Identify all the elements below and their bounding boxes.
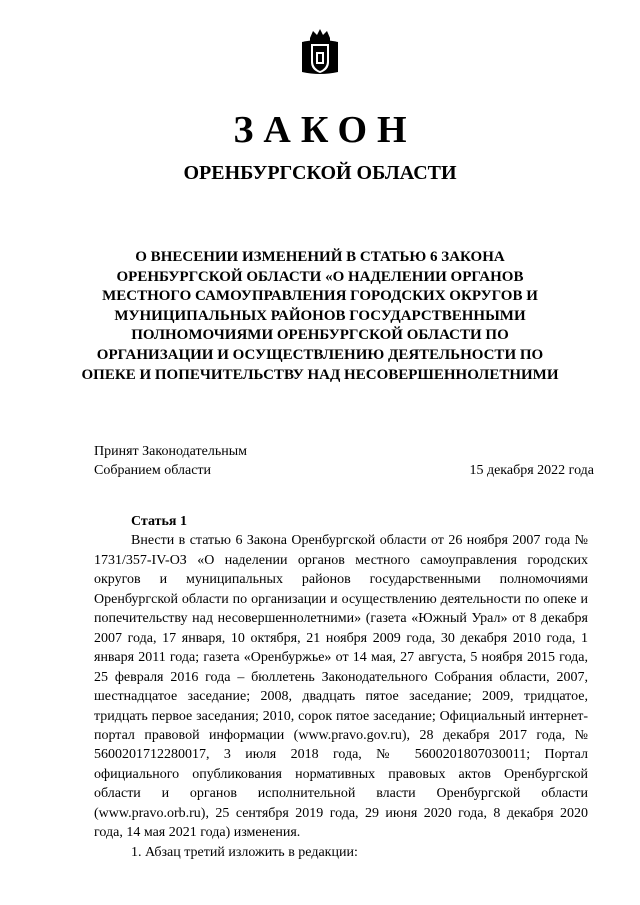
law-region: ОРЕНБУРГСКОЙ ОБЛАСТИ [183, 162, 457, 184]
article-heading: Статья 1 [131, 514, 187, 529]
coat-of-arms-icon [300, 28, 340, 78]
article-item: 1. Абзац третий изложить в редакции: [131, 844, 358, 860]
adoption-block [94, 442, 594, 480]
law-subject [80, 248, 560, 385]
subject-line: О ВНЕСЕНИИ ИЗМЕНЕНИЙ В СТАТЬЮ 6 ЗАКОНА [135, 249, 505, 265]
subject-line: ОПЕКЕ И ПОПЕЧИТЕЛЬСТВУ НАД НЕСОВЕРШЕННОЛЕТНИМИ [81, 366, 559, 383]
subject-line: ОРЕНБУРГСКОЙ ОБЛАСТИ «О НАДЕЛЕНИИ ОРГАНОВ [116, 268, 524, 285]
adoption-date: 15 декабря 2022 года [469, 463, 594, 478]
subject-line: МЕСТНОГО САМОУПРАВЛЕНИЯ ГОРОДСКИХ ОКРУГОВ И [102, 288, 538, 305]
adoption-line: Принят Законодательным [94, 444, 247, 459]
article-1 [94, 512, 588, 862]
law-title: ЗАКОН [233, 109, 417, 151]
subject-line: МУНИЦИПАЛЬНЫХ РАЙОНОВ ГОСУДАРСТВЕННЫМИ [114, 307, 526, 324]
subject-line: ПОЛНОМОЧИЯМИ ОРЕНБУРГСКОЙ ОБЛАСТИ ПО [131, 327, 509, 344]
adoption-body: Собранием области [94, 463, 212, 478]
article-body: Внести в статью 6 Закона Оренбургской области от 26 ноября 2007 года № 1731/357-IV-ОЗ «О наделении органов местного самоуправления городских округов и муниципальных районов государственными полномочиями Оренбургской области по организации и осуществлению деятельности по опеке и попечительству над несовершеннолетними» (газета «Южный Урал» от 8 декабря 2007 года, 17 января, 10 октября, 21 ноября 2009 года, 30 декабря 2010 года, 1 января 2011 года; газета «Оренбуржье» от 14 мая, 27 августа, 5 ноября 2015 года, 25 февраля 2016 года – бюллетень Законодательного Собрания области, 2007, шестнадцатое заседание; 2008, двадцать пятое заседание; 2009, тридцатое, тридцать первое заседания; 2010, сорок пятое заседание; Официальный интернет-портал правовой информации (www.pravo.gov.ru), 28 декабря 2017 года, № 5600201712280017, 3 июля 2018 года, № 5600201807030011; Портал официального опубликования нормативных правовых актов Оренбургской области и органов исполнительной власти Оренбургской области (www.pravo.orb.ru), 25 сентября 2019 года, 29 июня 2020 года, 8 декабря 2020 года, 14 мая 2021 года) изменения. [94, 533, 588, 841]
subject-line: ОРГАНИЗАЦИИ И ОСУЩЕСТВЛЕНИЮ ДЕЯТЕЛЬНОСТИ ПО [96, 346, 544, 363]
